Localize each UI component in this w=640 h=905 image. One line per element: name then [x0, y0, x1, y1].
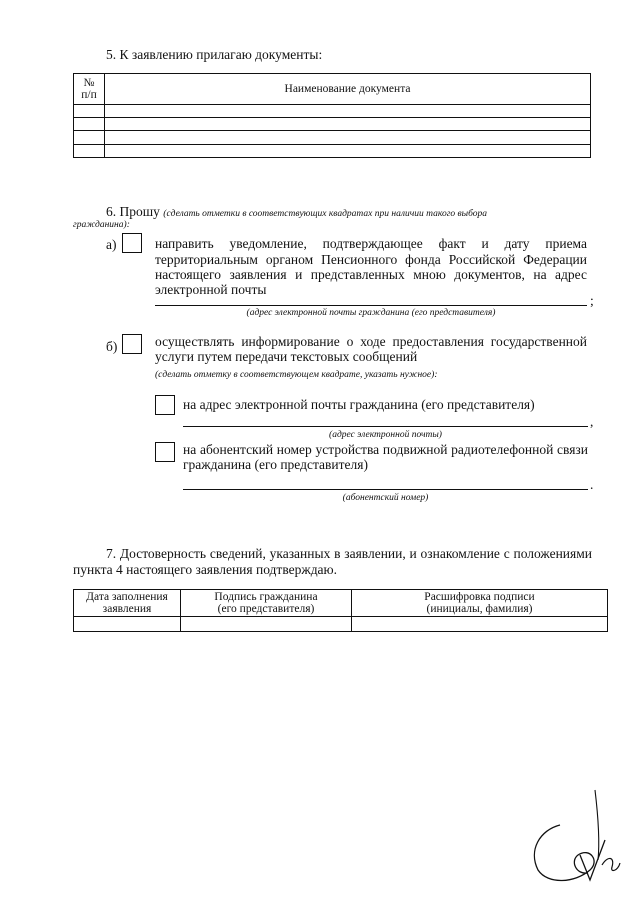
signature-cell[interactable]: [181, 617, 352, 632]
option-b-phone-checkbox[interactable]: [155, 442, 175, 462]
table-cell[interactable]: [74, 104, 105, 117]
col-name-header: [105, 74, 591, 105]
table-cell[interactable]: [74, 131, 105, 144]
option-b-note: (сделать отметку в соответствующем квадрате, указать нужное):: [155, 370, 438, 380]
col-num-header: [74, 74, 105, 105]
option-a-marker: а): [106, 237, 117, 252]
table-row: [74, 118, 591, 131]
date-col-line2: заявления: [102, 603, 152, 615]
transcript-col-line2: (инициалы, фамилия): [426, 603, 533, 615]
option-a-line4: электронной почты: [155, 282, 267, 297]
date-cell[interactable]: [74, 617, 181, 632]
table-cell[interactable]: [105, 118, 591, 131]
option-b-phone-line2: гражданина (его представителя): [183, 457, 368, 472]
section6-heading: [106, 204, 596, 222]
option-b-phone-field[interactable]: [183, 489, 588, 490]
option-b-email-field[interactable]: [183, 426, 588, 427]
option-a-line3: настоящего заявления и представленных мною документов, на адрес: [155, 267, 587, 282]
section7-line2: пункта 4 настоящего заявления подтверждаю.: [73, 562, 338, 577]
signature-col-line2: (его представителя): [217, 603, 315, 615]
signature-table: [73, 589, 608, 632]
transcript-col-line1: Расшифровка подписи: [424, 591, 535, 603]
option-b-email-end-punct: ,: [590, 414, 594, 429]
signature-col-line1: Подпись гражданина: [214, 591, 318, 603]
col-num-line1: №: [83, 76, 95, 89]
option-b-marker: б): [106, 339, 118, 354]
date-col-line1: Дата заполнения: [86, 591, 168, 603]
signature-col-header: [181, 590, 352, 617]
table-cell[interactable]: [74, 118, 105, 131]
section5-heading: 5. К заявлению прилагаю документы:: [106, 47, 323, 62]
table-row: [74, 104, 591, 117]
option-b-phone-line1: на абонентский номер устройства подвижной радиотелефонной связи: [183, 442, 588, 457]
table-row: [74, 144, 591, 157]
table-cell[interactable]: [105, 144, 591, 157]
table-cell[interactable]: [74, 144, 105, 157]
option-a-checkbox[interactable]: [122, 233, 142, 253]
documents-table: [73, 73, 591, 158]
signature-table-header: [74, 590, 608, 617]
option-a-email-field[interactable]: [155, 305, 587, 306]
option-b-checkbox[interactable]: [122, 334, 142, 354]
transcript-cell[interactable]: [352, 617, 608, 632]
option-b-line1: осуществлять информирование о ходе предоставления государственной: [155, 334, 587, 349]
option-a-field-caption: (адрес электронной почты гражданина (его представителя): [246, 308, 496, 318]
section7-line1: 7. Достоверность сведений, указанных в заявлении, и ознакомление с положениями: [106, 546, 592, 561]
table-cell[interactable]: [105, 104, 591, 117]
handwritten-signature: [520, 785, 630, 895]
option-b-email-caption: (адрес электронной почты): [329, 430, 442, 440]
table-cell[interactable]: [105, 131, 591, 144]
option-b-email-label: на адрес электронной почты гражданина (его представителя): [183, 397, 535, 412]
col-num-line2: п/п: [81, 88, 97, 101]
documents-table-header: [74, 74, 591, 105]
section6-heading-main: 6. Прошу: [106, 204, 160, 219]
option-b-email-checkbox[interactable]: [155, 395, 175, 415]
transcript-col-header: [352, 590, 608, 617]
option-b-line2: услуги путем передачи текстовых сообщений: [155, 349, 418, 364]
table-row: [74, 131, 591, 144]
table-row: [74, 617, 608, 632]
option-b-phone-caption: (абонентский номер): [342, 493, 429, 503]
option-b-phone-end-punct: .: [590, 477, 594, 492]
section6-heading-note: (сделать отметки в соответствующих квадратах при наличии такого выбора: [163, 209, 487, 219]
section6-heading-note-cont: гражданина):: [73, 220, 130, 230]
option-a-line1: направить уведомление, подтверждающее факт и дату приема: [155, 236, 587, 251]
option-a-line2: территориальным органом Пенсионного фонда Российской Федерации: [155, 252, 587, 267]
date-col-header: [74, 590, 181, 617]
option-a-end-punct: ;: [590, 293, 594, 308]
col-name-label: Наименование документа: [284, 82, 411, 95]
